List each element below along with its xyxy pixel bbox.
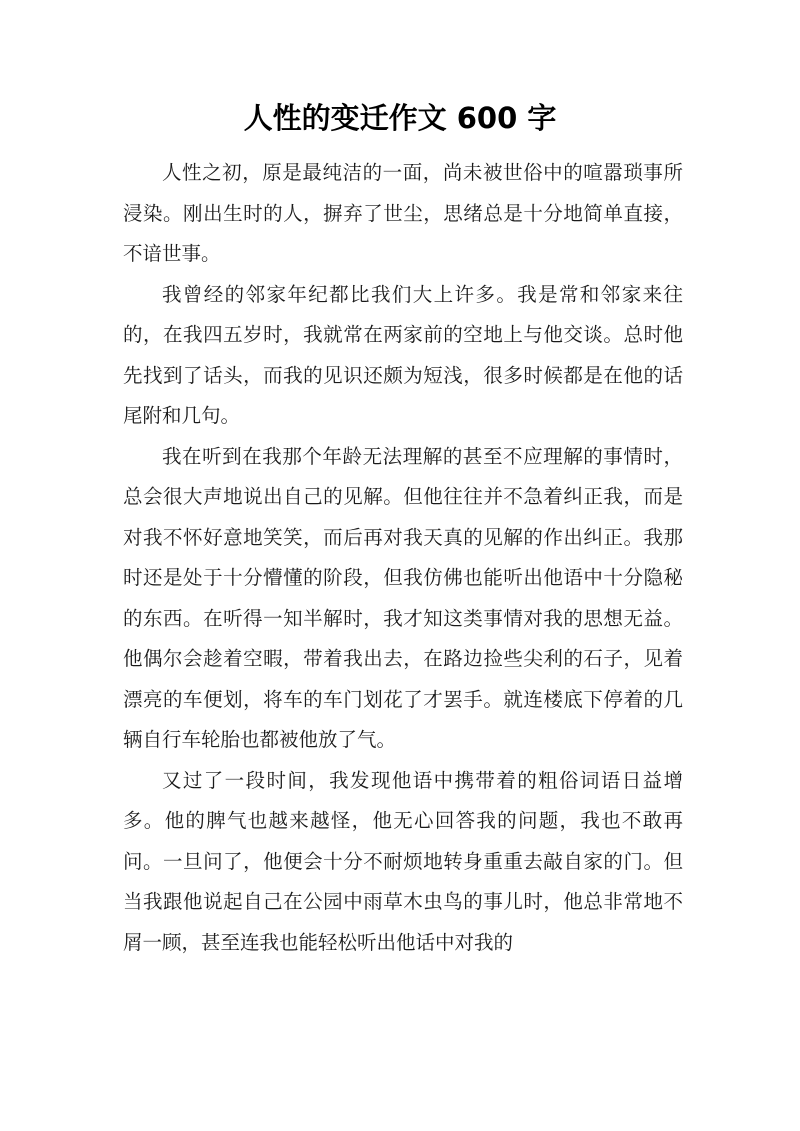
paragraph-2: 我曾经的邻家年纪都比我们大上许多。我是常和邻家来往的，在我四五岁时，我就常在两家前的空地上与他交谈。总时他先找到了话头，而我的见识还颇为短浅，很多时候都是在他的话尾附和几句。	[123, 282, 683, 427]
paragraph-1: 人性之初，原是最纯洁的一面，尚未被世俗中的喧嚣琐事所浸染。刚出生时的人，摒弃了世尘，思绪总是十分地简单直接，不谙世事。	[123, 161, 683, 265]
paragraph-3: 我在听到在我那个年龄无法理解的甚至不应理解的事情时，总会很大声地说出自己的见解。但他往往并不急着纠正我，而是对我不怀好意地笑笑，而后再对我天真的见解的作出纠正。我那时还是处于十分懵懂的阶段，但我仿佛也能听出他语中十分隐秘的东西。在听得一知半解时，我才知这类事情对我的思想无益。他偶尔会趁着空暇，带着我出去，在路边捡些尖利的石子，见着漂亮的车便划，将车的车门划花了才罢手。就连楼底下停着的几辆自行车轮胎也都被他放了气。	[123, 444, 683, 751]
document-title: 人性的变迁作文 600 字	[243, 101, 557, 135]
paragraph-4: 又过了一段时间，我发现他语中携带着的粗俗词语日益增多。他的脾气也越来越怪，他无心回答我的问题，我也不敢再问。一旦问了，他便会十分不耐烦地转身重重去敲自家的门。但当我跟他说起自己在公园中雨草木虫鸟的事儿时，他总非常地不屑一顾，甚至连我也能轻松听出他话中对我的	[123, 768, 683, 954]
essay-body	[123, 153, 683, 963]
